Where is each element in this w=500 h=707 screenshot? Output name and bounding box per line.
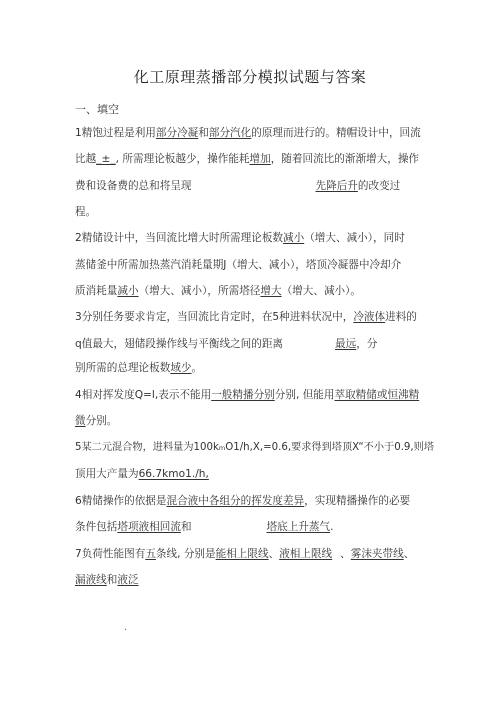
q2-line-3 bbox=[75, 284, 361, 298]
q7-line-2 bbox=[75, 573, 139, 587]
text: 6精储操作的依据是 bbox=[75, 495, 167, 507]
answer: 减小 bbox=[283, 232, 305, 244]
text: ，实现精播操作的必要 bbox=[304, 495, 411, 507]
text: 顶用大产量为 bbox=[75, 468, 139, 480]
answer: 先降后升 bbox=[315, 180, 358, 192]
q1-line-2 bbox=[75, 152, 419, 166]
answer: 部分汽化 bbox=[208, 127, 252, 139]
text: 和 bbox=[180, 521, 192, 533]
answer: 冷液体 bbox=[353, 311, 386, 323]
q6-line-2 bbox=[75, 520, 333, 534]
text: 比越 bbox=[75, 153, 97, 165]
answer: 能相上限线 bbox=[215, 548, 269, 560]
q3-line-1 bbox=[75, 310, 417, 324]
q3-line-3 bbox=[75, 361, 202, 375]
q1-line-1 bbox=[75, 126, 421, 140]
answer: 最远 bbox=[335, 338, 357, 350]
q7-line-1 bbox=[75, 547, 414, 561]
answer: 增大 bbox=[260, 285, 282, 297]
answer: 雾沫夹带线 bbox=[350, 548, 404, 560]
answer: 液泛 bbox=[117, 574, 139, 586]
text: 分别, 但能用 bbox=[274, 389, 335, 401]
answer: 萃取精储或恒沸精 bbox=[334, 389, 420, 401]
q4-line-1 bbox=[75, 388, 419, 402]
answer: 塔底上升蒸气 bbox=[266, 521, 331, 533]
text: , 所需理论板越少，操作能耗 bbox=[115, 153, 250, 165]
text: ，随着回流比的渐渐增大，操作 bbox=[270, 153, 420, 165]
text: 。 bbox=[191, 362, 203, 374]
q1-line-3 bbox=[75, 179, 400, 193]
text: ，分 bbox=[356, 338, 378, 350]
text: 的原理而进行的。精帽设计中，回流 bbox=[251, 127, 421, 139]
text: 分别。 bbox=[85, 415, 118, 427]
text: 条件包括 bbox=[75, 521, 118, 533]
text: 、 bbox=[340, 548, 351, 560]
q6-line-1 bbox=[75, 494, 410, 508]
answer: 五 bbox=[145, 548, 156, 560]
answer: 漏液线 bbox=[75, 574, 107, 586]
section-heading: 一、填空 bbox=[75, 103, 119, 116]
answer: 塔项液相回流 bbox=[117, 521, 181, 533]
answer: 一般精播分别 bbox=[211, 389, 275, 401]
text: 的改变过 bbox=[357, 180, 401, 192]
answer: 微 bbox=[75, 415, 86, 427]
q2-line-1 bbox=[75, 231, 405, 245]
answer: 增加 bbox=[249, 153, 271, 165]
answer: 66.7kmo1./h, bbox=[138, 468, 209, 480]
text: 质消耗量 bbox=[75, 285, 118, 297]
text: q值最大，翅储段操作线与平衡线之间的距离 bbox=[75, 338, 284, 350]
q2-line-2: 蒸储釜中所需加热蒸汽消耗量期J（增大、减小），塔顶冷凝器中冷却介 bbox=[75, 259, 402, 271]
stray-mark: . bbox=[124, 622, 128, 633]
text: 7负荷性能图有 bbox=[75, 548, 146, 560]
answer: 减小 bbox=[117, 285, 139, 297]
text: （增大、减小），所需塔径 bbox=[138, 285, 261, 297]
text: 和 bbox=[106, 574, 118, 586]
text: 2精储设计中，当回流比增大时所需理论板数 bbox=[75, 232, 284, 244]
text: 条线, 分别是 bbox=[155, 548, 216, 560]
q3-line-2 bbox=[75, 337, 377, 351]
text: 和 bbox=[198, 127, 209, 139]
text: 1精饱过程是利用 bbox=[75, 127, 156, 139]
answer: 液相上限线 bbox=[279, 548, 333, 560]
text: 、 bbox=[268, 548, 280, 560]
text: （增大、减小）。 bbox=[281, 285, 362, 297]
text: （增大、减小），同时 bbox=[304, 232, 405, 244]
page-title: 化工原理蒸播部分模拟试题与答案 bbox=[133, 68, 367, 86]
text: . bbox=[330, 521, 334, 533]
q1-line-4: 程。 bbox=[75, 206, 97, 218]
answer: 部分冷凝 bbox=[155, 127, 199, 139]
text: 别所需的总理论板数 bbox=[75, 362, 171, 374]
text: 4相对挥发度Q=l,表示不能用 bbox=[75, 389, 212, 401]
q5-line-1: 5某二元混合物，进料量为100kₘO1/h,X,=0.6,要求得到塔顶X“不小于0.9,则塔 bbox=[75, 442, 435, 453]
text: 3分别任务要求肯定，当回流比肯定时，在5种进料状况中， bbox=[75, 311, 354, 323]
q5-line-2 bbox=[75, 467, 209, 481]
answer: 域少 bbox=[170, 362, 192, 374]
answer: 混合液中各组分的挥发度差异 bbox=[166, 495, 305, 507]
text: 进料的 bbox=[385, 311, 417, 323]
text: 、 bbox=[403, 548, 415, 560]
answer: _±_ bbox=[96, 153, 116, 165]
text: 费和设备费的总和将呈现 bbox=[75, 180, 192, 192]
q4-line-2 bbox=[75, 414, 117, 428]
